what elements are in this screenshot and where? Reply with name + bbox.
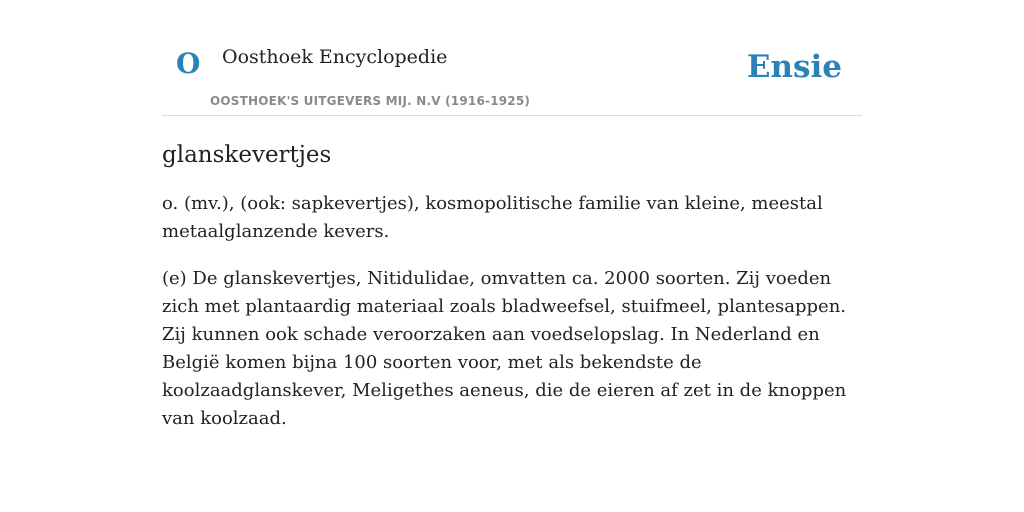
site-subtitle: OOSTHOEK'S UITGEVERS MIJ. N.V (1916-1925) (210, 94, 531, 108)
page (162, 0, 862, 433)
entry-definition: o. (mv.), (ook: sapkevertjes), kosmopolitische familie van kleine, meestal metaalglanzende kevers. (162, 193, 823, 242)
entry-description: (e) De glanskevertjes, Nitidulidae, omvatten ca. 2000 soorten. Zij voeden zich met plantaardig materiaal zoals bladweefsel, stuifmeel, plantesappen. Zij kunnen ook schade veroorzaken aan voedselopslag. In Nederland en België komen bijna 100 soorten voor, met als bekendste de koolzaadglanskever, Meligethes aeneus, die de eieren af zet in de knoppen van koolzaad. (162, 268, 847, 429)
ensie-logo[interactable]: Ensie (746, 49, 842, 85)
oosthoek-logo[interactable]: O (176, 47, 201, 80)
site-header (162, 0, 862, 116)
entry-title: glanskevertjes (162, 142, 332, 168)
site-title[interactable]: Oosthoek Encyclopedie (222, 46, 448, 68)
